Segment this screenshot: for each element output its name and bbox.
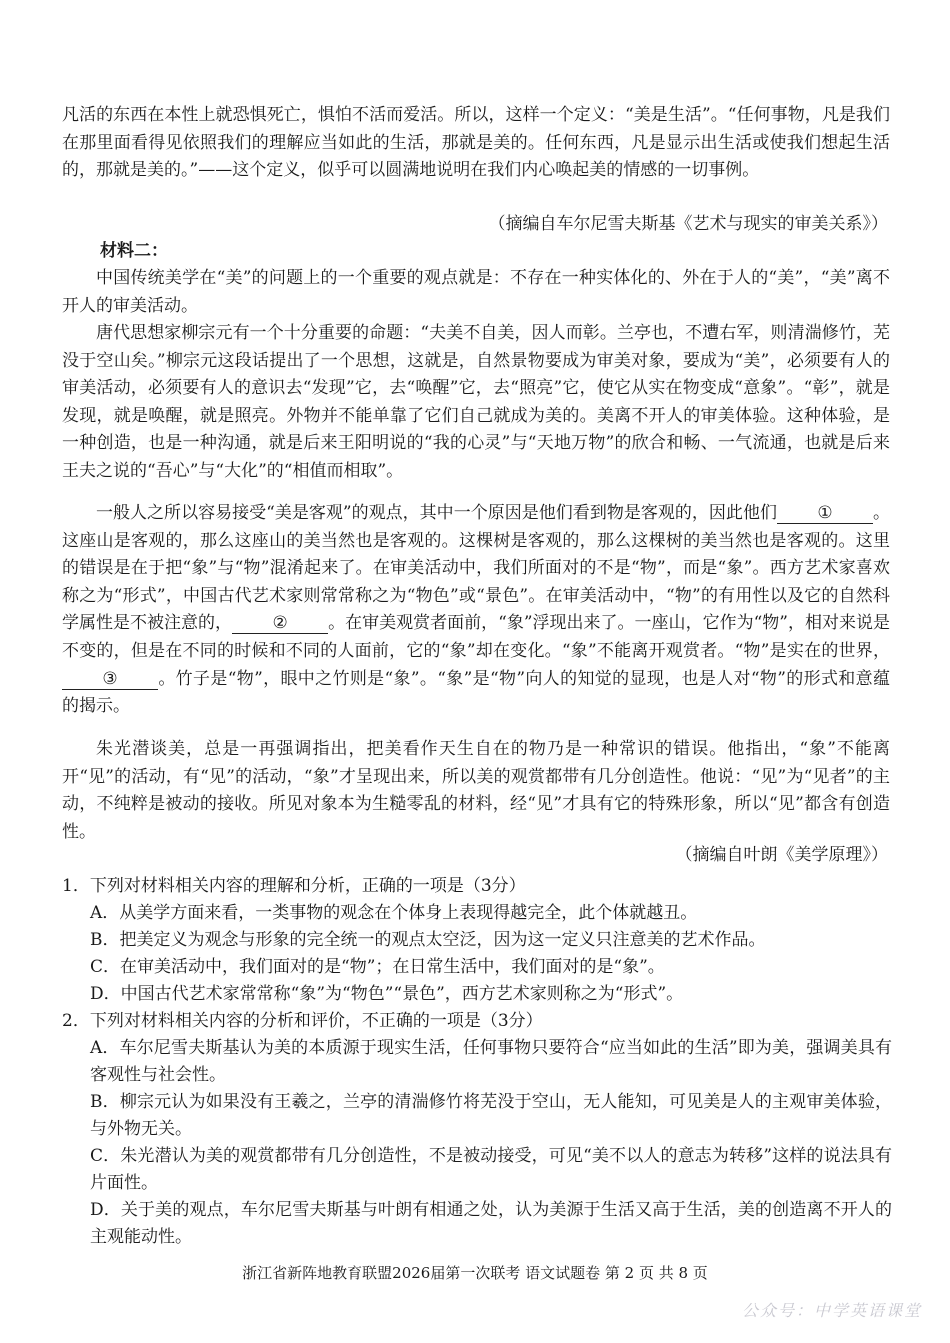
watermark: 公众号：中学英语课堂	[741, 1301, 922, 1320]
material2-heading: 材料二：	[100, 241, 168, 261]
material2-paragraph-2: 唐代思想家柳宗元有一个十分重要的命题：“夫美不自美，因人而彰。兰亭也，不遭右军，则清湍修竹，芜没于空山矣。”柳宗元这段话提出了一个思想，这就是，自然景物要成为审美对象，要成为“美”，必须要有人的审美活动，必须要有人的意识去“发现”它，去“唤醒”它，去“照亮”它，使它从实在物变成“意象”。“彰”，就是发现，就是唤醒，就是照亮。外物并不能单靠了它们自己就成为美的。美离不开人的审美体验。这种体验，是一种创造，也是一种沟通，就是后来王阳明说的“我的心灵”与“天地万物”的欣合和畅、一气流通，也就是后来王夫之说的“吾心”与“大化”的“相值而相取”。	[62, 323, 890, 481]
p3-text-a: 一般人之所以容易接受“美是客观”的观点，其中一个原因是他们看到物是客观的，因此他们	[96, 503, 777, 523]
question-1-stem: 1．下列对材料相关内容的理解和分析，正确的一项是（3分）	[62, 876, 526, 896]
fill-blank-1[interactable]: ①	[777, 503, 873, 524]
question-2-option-d[interactable]: D．关于美的观点，车尔尼雪夫斯基与叶朗有相通之处，认为美源于生活又高于生活，美的创造离不开人的主观能动性。	[90, 1200, 892, 1247]
p3-text-b: 。这座山是客观的，那么这座山的美当然也是客观的。这棵树是客观的，那么这棵树的美当然也是客观的。这里的错误是在于把“象”与“物”混淆起来了。在审美活动中，我们所面对的不是“物”，而是“象”。西方艺术家喜欢称之为“形式”，中国古代艺术家则常常称之为“物色”或“景色”。在审美活动中，“物”的有用性以及它的自然科学属性是不被注意的，	[62, 503, 890, 634]
fill-blank-3[interactable]: ③	[62, 669, 158, 690]
material2-paragraph-3	[62, 500, 890, 721]
question-2-option-c[interactable]: C．朱光潜认为美的观赏都带有几分创造性，不是被动接受，可见“美不以人的意志为转移”这样的说法具有片面性。	[90, 1146, 892, 1193]
question-1	[62, 873, 892, 1008]
page-footer: 浙江省新阵地教育联盟2026届第一次联考 语文试题卷 第 2 页 共 8 页	[242, 1264, 708, 1282]
material2-paragraph-1: 中国传统美学在“美”的问题上的一个重要的观点就是：不存在一种实体化的、外在于人的“美”，“美”离不开人的审美活动。	[62, 268, 890, 316]
question-1-option-a[interactable]: A．从美学方面来看，一类事物的观念在个体身上表现得越完全，此个体就越丑。	[90, 903, 698, 923]
question-2-stem: 2．下列对材料相关内容的分析和评价，不正确的一项是（3分）	[62, 1011, 543, 1031]
material2-source: （摘编自叶朗《美学原理》）	[675, 845, 888, 865]
question-2	[62, 1008, 892, 1251]
question-1-option-c[interactable]: C．在审美活动中，我们面对的是“物”；在日常生活中，我们面对的是“象”。	[90, 957, 665, 977]
material1-paragraph: 凡活的东西在本性上就恐惧死亡，惧怕不活而爱活。所以，这样一个定义：“美是生活”。“任何事物，凡是我们在那里面看得见依照我们的理解应当如此的生活，那就是美的。任何东西，凡是显示出生活或使我们想起生活的，那就是美的。”——这个定义，似乎可以圆满地说明在我们内心唤起美的情感的一切事例。	[62, 105, 890, 181]
p3-text-c: 。在审美观赏者面前，“象”浮现出来了。一座山，它作为“物”，相对来说是不变的，但是在不同的时候和不同的人面前，它的“象”却在变化。“象”不能离开观赏者。“物”是实在的世界，	[62, 613, 891, 661]
fill-blank-2[interactable]: ②	[232, 613, 328, 634]
material1-source: （摘编自车尔尼雪夫斯基《艺术与现实的审美关系》）	[488, 214, 888, 234]
question-2-option-a[interactable]: A．车尔尼雪夫斯基认为美的本质源于现实生活，任何事物只要符合“应当如此的生活”即为美，强调美具有客观性与社会性。	[90, 1038, 892, 1085]
question-1-option-b[interactable]: B．把美定义为观念与形象的完全统一的观点太空泛，因为这一定义只注意美的艺术作品。	[90, 930, 766, 950]
p3-text-d: 。竹子是“物”，眼中之竹则是“象”。“象”是“物”向人的知觉的显现，也是人对“物”的形式和意蕴的揭示。	[62, 668, 890, 717]
material2-paragraph-4: 朱光潜谈美，总是一再强调指出，把美看作天生自在的物乃是一种常识的错误。他指出，“象”不能离开“见”的活动，有“见”的活动，“象”才呈现出来，所以美的观赏都带有几分创造性。他说：“见”为“见者”的主动，不纯粹是被动的接收。所见对象本为生糙零乱的材料，经“见”才具有它的特殊形象，所以“见”都含有创造性。	[62, 739, 890, 842]
question-2-option-b[interactable]: B．柳宗元认为如果没有王羲之，兰亭的清湍修竹将芜没于空山，无人能知，可见美是人的主观审美体验，与外物无关。	[90, 1092, 892, 1139]
question-1-option-d[interactable]: D．中国古代艺术家常常称“象”为“物色”“景色”，西方艺术家则称之为“形式”。	[90, 984, 684, 1004]
